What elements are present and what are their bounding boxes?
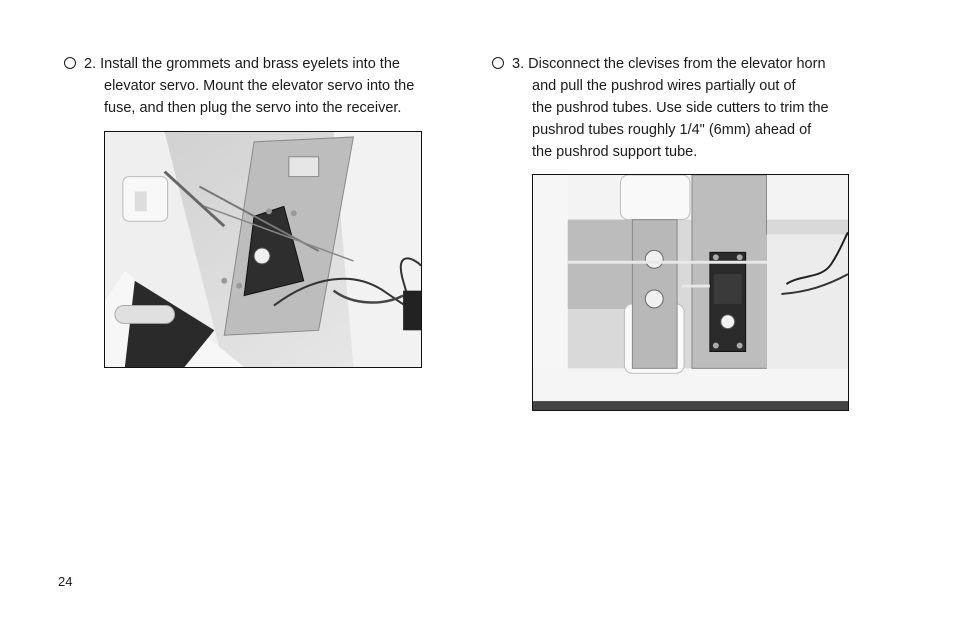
step-2-instruction [64,53,414,119]
photo-step-3-image [533,175,848,410]
step-3-line-1: 3. Disconnect the clevises from the elevator horn [492,53,829,75]
step-3-line-5: the pushrod support tube. [532,144,698,160]
step-2-line-2: elevator servo. Mount the elevator servo into the [104,78,415,94]
checkbox-circle-icon[interactable] [64,57,76,69]
step-3-line-3: the pushrod tubes. Use side cutters to trim the [532,100,829,116]
photo-step-3-pushrod-trim [532,174,849,411]
photo-step-2-servo-install [104,131,422,368]
step-2-line-3: fuse, and then plug the servo into the receiver. [104,100,402,116]
step-3-instruction [492,53,829,163]
step-3-line-4: pushrod tubes roughly 1/4" (6mm) ahead of [532,122,812,138]
checkbox-circle-icon[interactable] [492,57,504,69]
page-number: 24 [58,574,73,589]
step-2-line-1: 2. Install the grommets and brass eyelets into the [64,53,414,75]
photo-step-2-image [105,132,421,367]
step-3-line-2: and pull the pushrod wires partially out of [532,78,796,94]
